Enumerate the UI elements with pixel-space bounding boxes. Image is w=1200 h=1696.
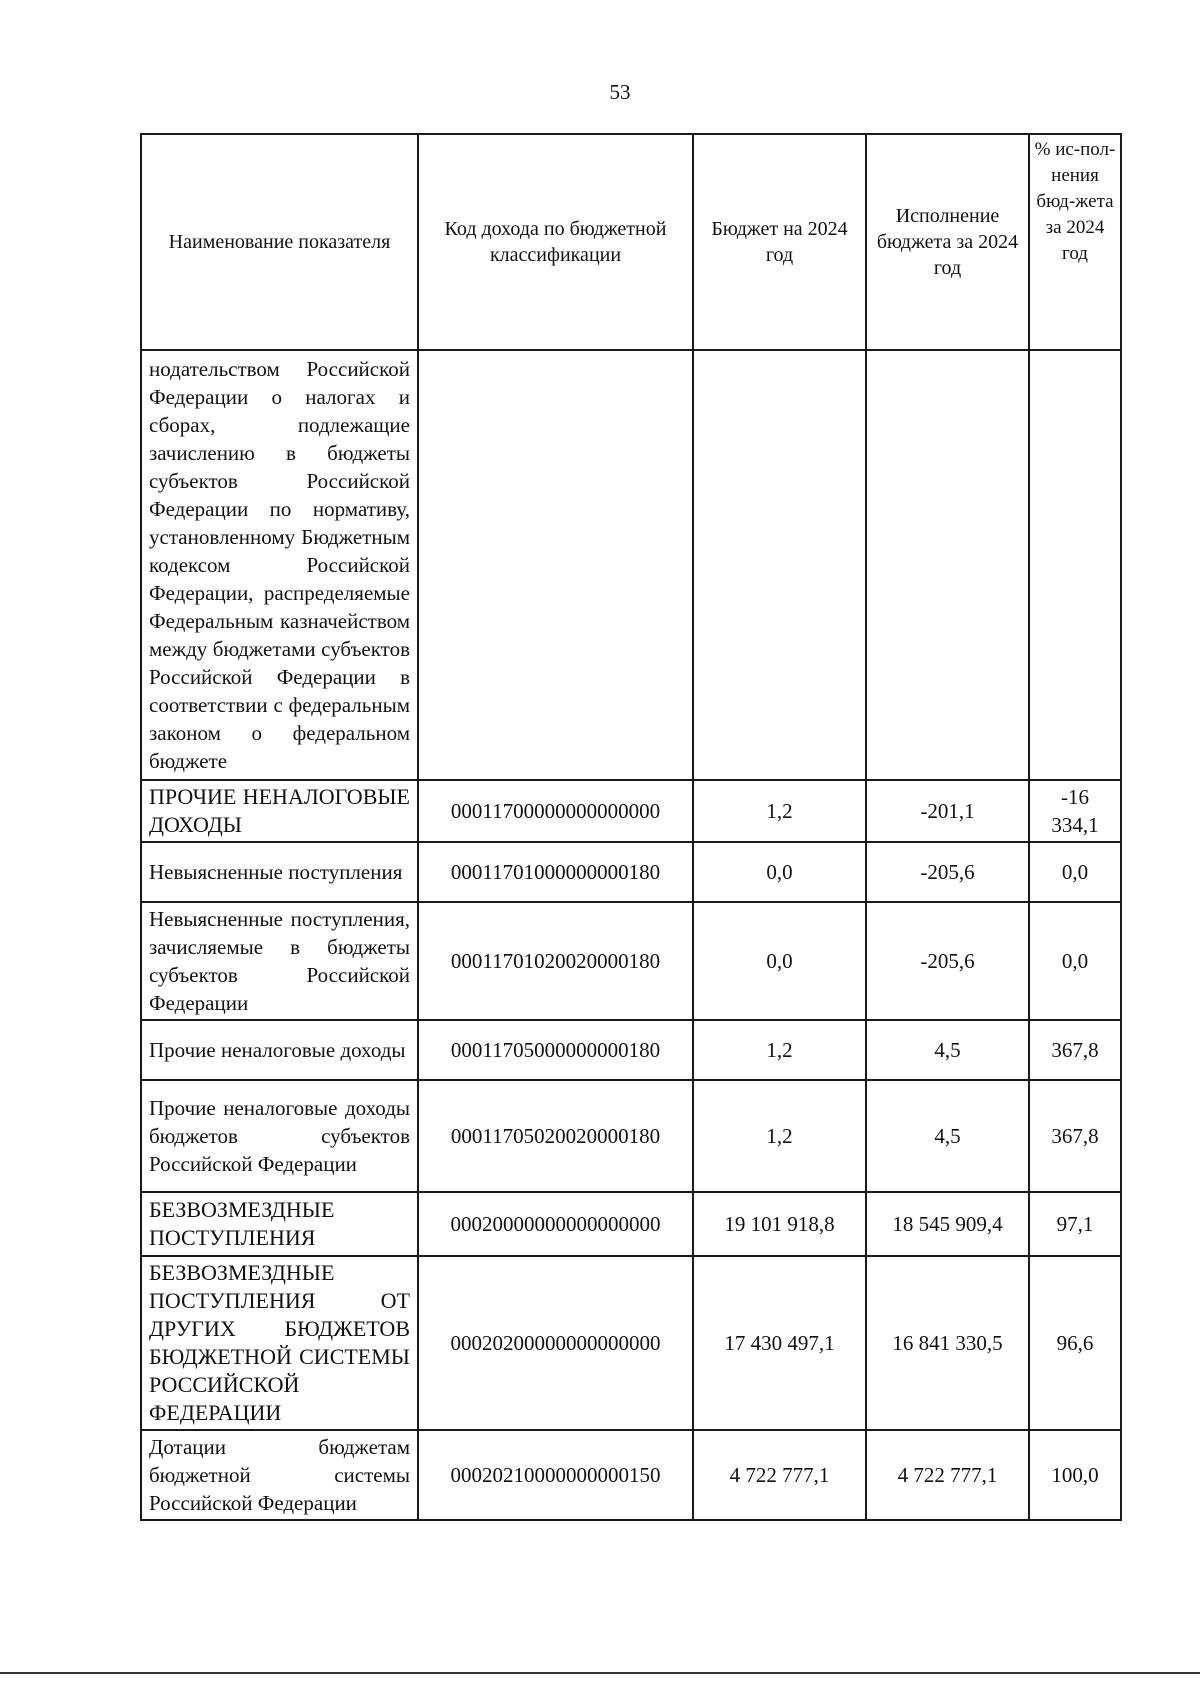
- header-budget: Бюджет на 2024 год: [693, 134, 866, 350]
- row-name: Невыясненные поступления: [141, 842, 418, 902]
- table-row: [141, 780, 1121, 842]
- row-percent: [1029, 350, 1121, 780]
- row-execution: -201,1: [866, 780, 1029, 842]
- table-row: [141, 1020, 1121, 1080]
- row-name: БЕЗВОЗМЕЗДНЫЕ ПОСТУПЛЕНИЯ: [141, 1192, 418, 1256]
- header-execution: Исполнение бюджета за 2024 год: [866, 134, 1029, 350]
- table-header-row: [141, 134, 1121, 350]
- row-execution: [866, 350, 1029, 780]
- row-percent: 100,0: [1029, 1430, 1121, 1520]
- table-row: [141, 902, 1121, 1020]
- row-percent: 367,8: [1029, 1080, 1121, 1192]
- row-budget: 1,2: [693, 1080, 866, 1192]
- row-budget: 19 101 918,8: [693, 1192, 866, 1256]
- table-row: [141, 1256, 1121, 1430]
- header-percent: % ис-пол-нения бюд-жета за 2024 год: [1029, 134, 1121, 350]
- row-code: 00011700000000000000: [418, 780, 693, 842]
- page-number: 53: [609, 80, 631, 104]
- row-name: Прочие неналоговые доходы: [141, 1020, 418, 1080]
- row-execution: 18 545 909,4: [866, 1192, 1029, 1256]
- row-budget: [693, 350, 866, 780]
- row-budget: 17 430 497,1: [693, 1256, 866, 1430]
- table-row: [141, 1430, 1121, 1520]
- row-budget: 1,2: [693, 780, 866, 842]
- row-code: 00011701000000000180: [418, 842, 693, 902]
- row-code: 00020200000000000000: [418, 1256, 693, 1430]
- row-name: Дотации бюджетам бюджетной системы Российской Федерации: [141, 1430, 418, 1520]
- row-execution: 4,5: [866, 1080, 1029, 1192]
- row-execution: -205,6: [866, 842, 1029, 902]
- row-percent: 97,1: [1029, 1192, 1121, 1256]
- row-budget: 0,0: [693, 902, 866, 1020]
- header-name: Наименование показателя: [141, 134, 418, 350]
- row-code: 00020210000000000150: [418, 1430, 693, 1520]
- row-code: 00011705020020000180: [418, 1080, 693, 1192]
- row-code: 00011705000000000180: [418, 1020, 693, 1080]
- row-execution: -205,6: [866, 902, 1029, 1020]
- row-execution: 4 722 777,1: [866, 1430, 1029, 1520]
- row-code: 00020000000000000000: [418, 1192, 693, 1256]
- budget-execution-table: [140, 133, 1122, 1521]
- row-percent: 0,0: [1029, 842, 1121, 902]
- table-row: [141, 1080, 1121, 1192]
- row-name: Невыясненные поступления, зачисляемые в бюджеты субъектов Российской Федерации: [141, 902, 418, 1020]
- row-name: ПРОЧИЕ НЕНАЛОГОВЫЕ ДОХОДЫ: [141, 780, 418, 842]
- header-code: Код дохода по бюджетной классификации: [418, 134, 693, 350]
- row-code: 00011701020020000180: [418, 902, 693, 1020]
- row-execution: 16 841 330,5: [866, 1256, 1029, 1430]
- row-name: БЕЗВОЗМЕЗДНЫЕ ПОСТУПЛЕНИЯ ОТ ДРУГИХ БЮДЖЕТОВ БЮДЖЕТНОЙ СИСТЕМЫ РОССИЙСКОЙ ФЕДЕРАЦИИ: [141, 1256, 418, 1430]
- row-budget: 0,0: [693, 842, 866, 902]
- page-bottom-rule: [0, 1672, 1200, 1674]
- row-budget: 4 722 777,1: [693, 1430, 866, 1520]
- row-percent: 0,0: [1029, 902, 1121, 1020]
- table-row: [141, 1192, 1121, 1256]
- table-row: [141, 842, 1121, 902]
- row-percent: 96,6: [1029, 1256, 1121, 1430]
- row-name: нодательством Российской Федерации о налогах и сборах, подлежащие зачислению в бюджеты субъектов Российской Федерации по нормативу, установленному Бюджетным кодексом Российской Федерации, распределяемые Федеральным казначейством между бюджетами субъектов Российской Федерации в соответствии с федеральным законом о федеральном бюджете: [141, 350, 418, 780]
- row-execution: 4,5: [866, 1020, 1029, 1080]
- row-budget: 1,2: [693, 1020, 866, 1080]
- row-percent: 367,8: [1029, 1020, 1121, 1080]
- row-percent: -16 334,1: [1029, 780, 1121, 842]
- table-row: [141, 350, 1121, 780]
- row-code: [418, 350, 693, 780]
- row-name: Прочие неналоговые доходы бюджетов субъектов Российской Федерации: [141, 1080, 418, 1192]
